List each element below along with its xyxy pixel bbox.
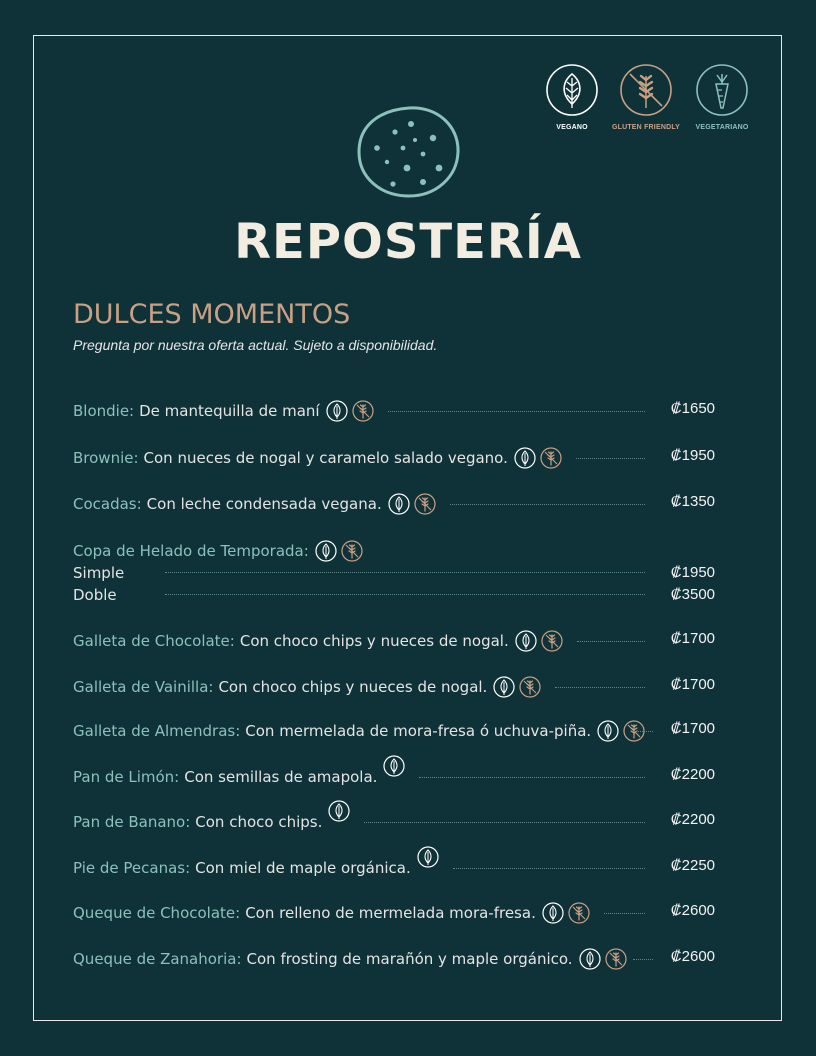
leaf-icon (515, 630, 537, 652)
dietary-icons (315, 540, 363, 562)
item-description: Con mermelada de mora-fresa ó uchuva-piña. (245, 722, 592, 740)
menu-item (73, 447, 715, 471)
leaf-icon (542, 902, 564, 924)
dotted-leader (604, 913, 645, 914)
item-name: Pan de Banano: (73, 813, 191, 831)
item-price: ₡2200 (670, 811, 715, 828)
leaf-icon (326, 400, 348, 422)
menu-item (73, 902, 715, 926)
crossed-wheat-icon (618, 62, 674, 118)
dotted-leader (555, 687, 645, 688)
item-name: Pan de Limón: (73, 768, 180, 786)
item-price: ₡2600 (670, 902, 715, 919)
item-description: Con choco chips y nueces de nogal. (239, 632, 509, 650)
menu-item (73, 857, 715, 881)
dotted-leader (453, 868, 645, 869)
item-description: Con leche condensada vegana. (146, 495, 382, 513)
menu-item-text (73, 447, 562, 469)
item-price: ₡1650 (670, 400, 715, 417)
item-description: Con frosting de marañón y maple orgánico. (246, 950, 573, 968)
menu-item-text (73, 766, 405, 788)
menu-item-text (73, 540, 363, 562)
dotted-leader (165, 594, 645, 595)
dietary-icons (514, 447, 562, 469)
dietary-legend (542, 62, 756, 134)
crossed-wheat-icon (519, 676, 541, 698)
menu-item-text (73, 948, 627, 970)
item-name: Copa de Helado de Temporada: (73, 542, 309, 560)
menu-item (73, 540, 715, 564)
menu-item (73, 630, 715, 654)
legend-vegan-label: VEGANO (556, 124, 588, 131)
dietary-icons (383, 755, 405, 777)
item-name: Brownie: (73, 449, 139, 467)
item-price: ₡1950 (670, 447, 715, 464)
item-description: Con nueces de nogal y caramelo salado vegano. (143, 449, 508, 467)
menu-item (73, 720, 715, 744)
cookie-icon (355, 104, 463, 200)
legend-gluten-label: GLUTEN FRIENDLY (611, 124, 681, 131)
dotted-leader (576, 458, 645, 459)
menu-item-text (73, 676, 541, 698)
leaf-icon (315, 540, 337, 562)
dotted-leader (633, 959, 653, 960)
page-title: REPOSTERÍA (234, 214, 582, 270)
section-subtitle: Pregunta por nuestra oferta actual. Sujeto a disponibilidad. (73, 337, 438, 353)
leaf-icon (383, 755, 405, 777)
item-price: ₡2200 (670, 766, 715, 783)
item-price: ₡1700 (670, 630, 715, 647)
item-name: Queque de Chocolate: (73, 904, 241, 922)
dotted-leader (364, 822, 645, 823)
item-name: Galleta de Chocolate: (73, 632, 235, 650)
menu-option (73, 564, 715, 584)
menu-item (73, 493, 715, 517)
item-description: Con miel de maple orgánica. (195, 859, 411, 877)
crossed-wheat-icon (568, 902, 590, 924)
crossed-wheat-icon (540, 447, 562, 469)
dietary-icons (417, 846, 439, 868)
legend-vegetarian-label: VEGETARIANO (695, 124, 749, 131)
item-name: Galleta de Vainilla: (73, 678, 214, 696)
dotted-leader (165, 572, 645, 573)
leaf-icon (514, 447, 536, 469)
leaf-icon (579, 948, 601, 970)
leaf-icon (328, 800, 350, 822)
menu-item (73, 811, 715, 835)
menu-item-text (73, 400, 374, 422)
item-price: ₡1350 (670, 493, 715, 510)
item-description: Con choco chips. (195, 813, 323, 831)
item-description: De mantequilla de maní (139, 402, 320, 420)
menu-item (73, 400, 715, 424)
item-price: ₡1700 (670, 676, 715, 693)
dietary-icons (579, 948, 627, 970)
item-price: ₡1700 (670, 720, 715, 737)
menu-item (73, 766, 715, 790)
item-name: Galleta de Almendras: (73, 722, 241, 740)
crossed-wheat-icon (605, 948, 627, 970)
item-price: ₡2250 (670, 857, 715, 874)
item-name: Blondie: (73, 402, 135, 420)
crossed-wheat-icon (414, 493, 436, 515)
leaf-icon (417, 846, 439, 868)
dotted-leader (419, 777, 645, 778)
dietary-icons (328, 800, 350, 822)
dietary-icons (388, 493, 436, 515)
crossed-wheat-icon (341, 540, 363, 562)
legend-vegan (532, 62, 612, 131)
leaf-icon (544, 62, 600, 118)
crossed-wheat-icon (541, 630, 563, 652)
item-description: Con relleno de mermelada mora-fresa. (245, 904, 536, 922)
option-label: Doble (73, 586, 117, 604)
menu-item-text (73, 902, 590, 924)
carrot-icon (694, 62, 750, 118)
item-description: Con choco chips y nueces de nogal. (218, 678, 488, 696)
menu-item (73, 676, 715, 700)
menu-item-text (73, 630, 563, 652)
menu-item-text (73, 720, 645, 742)
legend-gluten (606, 62, 686, 131)
menu-item (73, 948, 715, 972)
dietary-icons (542, 902, 590, 924)
menu-option (73, 586, 715, 606)
dietary-icons (515, 630, 563, 652)
leaf-icon (493, 676, 515, 698)
crossed-wheat-icon (352, 400, 374, 422)
menu-item-text (73, 811, 350, 833)
menu-item-text (73, 857, 439, 879)
dotted-leader (450, 504, 645, 505)
item-name: Queque de Zanahoria: (73, 950, 242, 968)
dotted-leader (388, 411, 645, 412)
dotted-leader (577, 641, 645, 642)
item-name: Cocadas: (73, 495, 142, 513)
item-description: Con semillas de amapola. (184, 768, 378, 786)
option-label: Simple (73, 564, 125, 582)
item-name: Pie de Pecanas: (73, 859, 191, 877)
menu-item-text (73, 493, 436, 515)
dietary-icons (326, 400, 374, 422)
legend-vegetarian (682, 62, 762, 131)
leaf-icon (597, 720, 619, 742)
option-price: ₡3500 (670, 586, 715, 603)
dotted-leader (633, 731, 653, 732)
item-price: ₡2600 (670, 948, 715, 965)
dietary-icons (493, 676, 541, 698)
option-price: ₡1950 (670, 564, 715, 581)
leaf-icon (388, 493, 410, 515)
section-title: DULCES MOMENTOS (73, 299, 351, 330)
